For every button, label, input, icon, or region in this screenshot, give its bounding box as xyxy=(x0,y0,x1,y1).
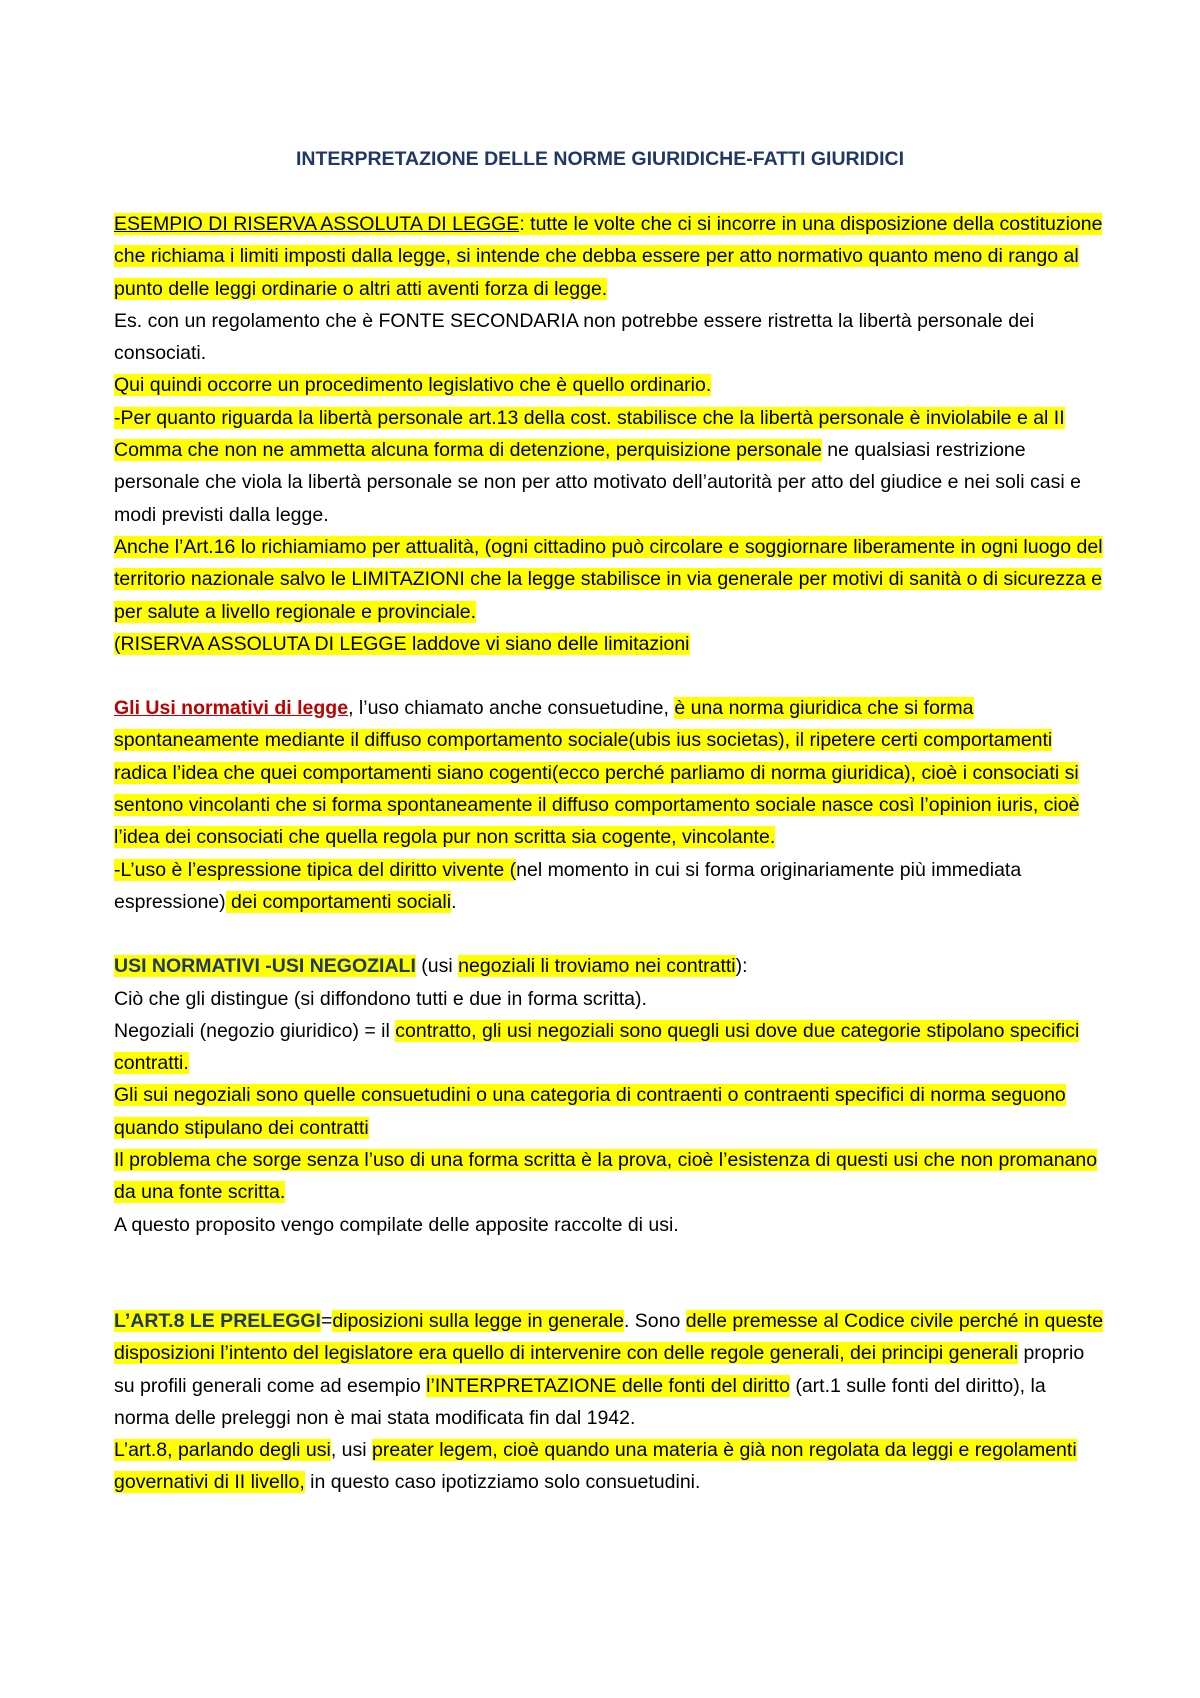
text-span: preater legem, cioè quando una materia è già non regolata da leggi e regolamenti governativi di II livello, xyxy=(114,1439,1077,1494)
spacer xyxy=(114,918,1104,950)
text-span: ): xyxy=(735,955,748,978)
text-span: Gli sui negoziali sono quelle consuetudini o una categoria di contraenti o contraenti specifici di norma seguono quando stipulano dei contratti xyxy=(114,1084,1066,1139)
text-span: è una norma giuridica che si forma spontaneamente mediante il diffuso comportamento sociale(ubis ius societas), il ripetere certi comportamenti radica l’idea che quei comportamenti siano cogenti(ecco perché parliamo di norma giuridica), cioè i consociati si sentono vincolanti che si forma spontaneamente il diffuso comportamento sociale nasce così l’opinion iuris, cioè l’idea dei consociati che quella regola pur non scritta sia cogente, vincolante. xyxy=(114,697,1080,849)
paragraph-art13 xyxy=(114,402,1104,531)
text-span: (RISERVA ASSOLUTA DI LEGGE laddove vi siano delle limitazioni xyxy=(114,632,690,655)
paragraph-raccolte-usi: A questo proposito vengo compilate delle apposite raccolte di usi. xyxy=(114,1213,679,1236)
heading-usi-negoziali: USI NORMATIVI -USI NEGOZIALI xyxy=(114,955,416,978)
paragraph-consuetudini-contraenti xyxy=(114,1079,1104,1144)
paragraph-usi-normativi xyxy=(114,692,1104,853)
text-span: dei comportamenti sociali xyxy=(225,890,452,913)
paragraph-art8-usi xyxy=(114,1434,1104,1499)
heading-riserva-assoluta: ESEMPIO DI RISERVA ASSOLUTA DI LEGGE xyxy=(114,213,520,235)
text-span: = xyxy=(320,1309,333,1332)
text-span: -Per quanto riguarda la libertà personale art.13 della cost. stabilisce che la libertà personale è inviolabile e al II Comma che non ne ammetta alcuna forma di detenzione, perquisizione personale xyxy=(114,406,1065,462)
text-span: diposizioni sulla legge in generale xyxy=(332,1309,624,1332)
text-span: contratto, gli usi negoziali sono quegli usi dove due categorie stipolano specifici contratti. xyxy=(114,1019,1080,1075)
paragraph-usi-negoziali xyxy=(114,950,1104,982)
text-span: : tutte le volte che ci si incorre in una disposizione della costituzione che richiama i limiti imposti dalla legge, si intende che debba essere per atto normativo quanto meno di rango al punto delle leggi ordinarie o altri atti aventi forza di legge. xyxy=(114,213,1103,300)
text-span: l’INTERPRETAZIONE delle fonti del diritto xyxy=(426,1374,790,1397)
spacer xyxy=(114,660,1104,692)
heading-usi-normativi: Gli Usi normativi di legge xyxy=(114,697,349,720)
paragraph-art16 xyxy=(114,531,1104,628)
paragraph-problema-prova xyxy=(114,1144,1104,1209)
text-span: Il problema che sorge senza l’uso di una forma scritta è la prova, cioè l’esistenza di questi usi che non promanano da una fonte scritta. xyxy=(114,1149,1098,1204)
text-span: -L’uso è l’espressione tipica del diritto vivente ( xyxy=(114,858,517,881)
text-span: in questo caso ipotizziamo solo consuetudini. xyxy=(304,1471,701,1494)
text-span: . xyxy=(451,890,457,913)
document-body xyxy=(114,208,1104,1499)
text-span: (art.1 sulle fonti del diritto), la norma delle preleggi non è mai stata modificata fin dal 1942. xyxy=(114,1374,1046,1429)
heading-art8-preleggi: L’ART.8 LE PRELEGGI xyxy=(114,1309,321,1332)
paragraph-negoziali-contratto xyxy=(114,1015,1104,1080)
text-span: , l’uso chiamato anche consuetudine, xyxy=(348,697,669,720)
text-span: , usi xyxy=(330,1439,373,1462)
paragraph-art8-preleggi xyxy=(114,1305,1104,1434)
text-span: L’art.8, parlando degli usi xyxy=(114,1439,331,1462)
paragraph-procedimento xyxy=(114,369,1104,401)
text-span: negoziali li troviamo nei contratti xyxy=(458,955,736,978)
paragraph-riserva-assoluta xyxy=(114,208,1104,305)
paragraph-es-regolamento: Es. con un regolamento che è FONTE SECONDARIA non potrebbe essere ristretta la libertà personale dei consociati. xyxy=(114,309,1035,365)
paragraph-uso-diritto-vivente xyxy=(114,854,1104,919)
document-title: INTERPRETAZIONE DELLE NORME GIURIDICHE-FATTI GIURIDICI xyxy=(295,148,905,170)
text-span: ne qualsiasi restrizione personale che viola la libertà personale se non per atto motivato dell’autorità per atto del giudice e nei soli casi e modi previsti dalla legge. xyxy=(114,439,1081,526)
text-span: Negoziali (negozio giuridico) = il xyxy=(114,1019,396,1042)
paragraph-cio-che-distingue: Ciò che gli distingue (si diffondono tutti e due in forma scritta). xyxy=(114,987,647,1010)
paragraph-riserva-limitazioni xyxy=(114,628,1104,660)
text-span: . Sono xyxy=(623,1309,686,1332)
text-span: delle premesse al Codice civile perché in queste disposizioni l’intento del legislatore era quello di intervenire con delle regole generali, dei principi generali xyxy=(114,1309,1104,1365)
text-span: (usi xyxy=(415,955,459,978)
text-span: proprio su profili generali come ad esempio xyxy=(114,1342,1085,1397)
spacer xyxy=(114,1241,1104,1305)
text-span: nel momento in cui si forma originariamente più immediata espressione) xyxy=(114,858,1022,913)
text-span: Anche l’Art.16 lo richiamiamo per attualità, (ogni cittadino può circolare e soggiornare liberamente in ogni luogo del territorio nazionale salvo le LIMITAZIONI che la legge stabilisce in via generale per motivi di sanità o di sicurezza e per salute a livello regionale e provinciale. xyxy=(114,535,1103,623)
text-span: Qui quindi occorre un procedimento legislativo che è quello ordinario. xyxy=(114,374,712,397)
